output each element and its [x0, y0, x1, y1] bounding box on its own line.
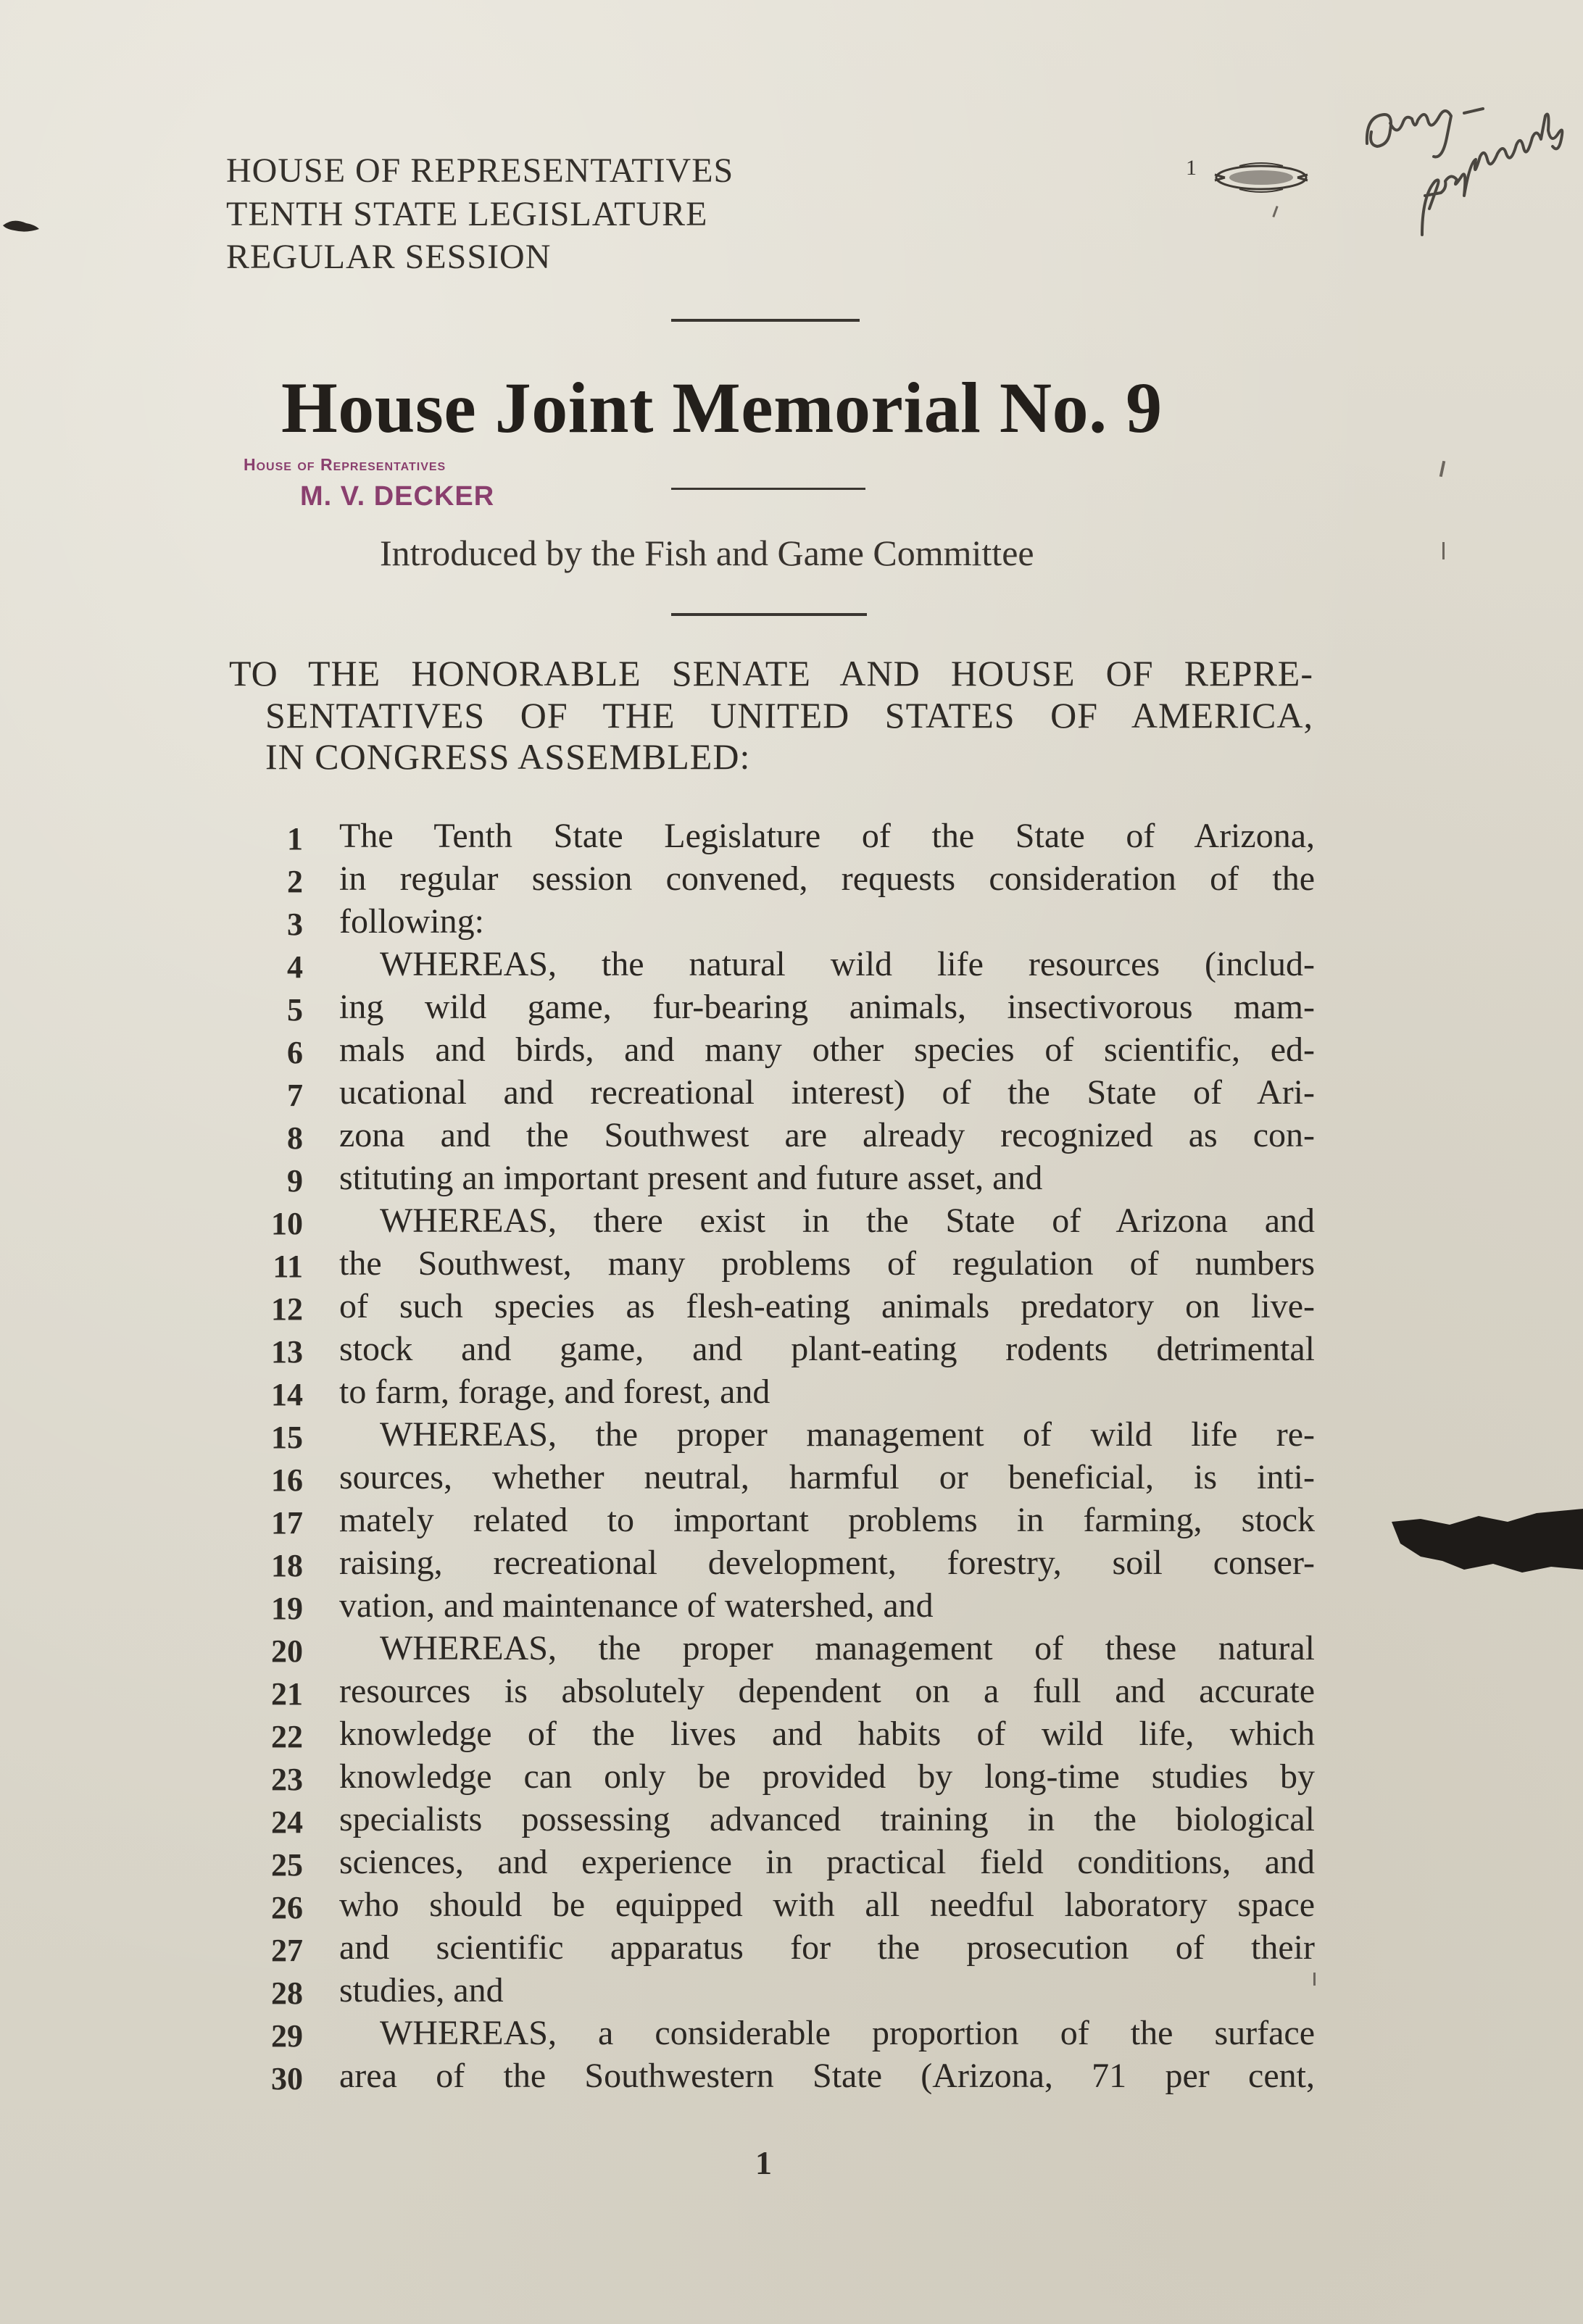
line-number: 24	[271, 1804, 303, 1840]
divider-rule-1	[671, 319, 860, 322]
line-number: 14	[271, 1377, 303, 1412]
margin-speck	[1313, 1973, 1316, 1986]
document-title: House Joint Memorial No. 9	[281, 367, 1163, 448]
line-number: 26	[271, 1890, 303, 1925]
line-number: 1	[287, 821, 303, 857]
stamp-office: House of Representatives	[244, 455, 446, 474]
line-number: 18	[271, 1548, 303, 1583]
body-line: resources is absolutely dependent on a full and accurate	[339, 1672, 1315, 1710]
line-number: 6	[287, 1035, 303, 1070]
body-line: knowledge can only be provided by long-time studies by	[339, 1757, 1315, 1796]
body-line: stituting an important present and future asset, and	[339, 1159, 1043, 1197]
body-line: who should be equipped with all needful laboratory space	[339, 1886, 1315, 1924]
body-line: vation, and maintenance of watershed, and	[339, 1586, 934, 1625]
line-number: 25	[271, 1847, 303, 1883]
divider-rule-3	[671, 613, 867, 616]
body-line: specialists possessing advanced training in the biological	[339, 1800, 1315, 1838]
line-number: 7	[287, 1078, 303, 1113]
line-number: 19	[271, 1591, 303, 1626]
body-line: The Tenth State Legislature of the State of Arizona,	[339, 817, 1315, 855]
stamp-name: M. V. DECKER	[300, 481, 495, 512]
body-line: mals and birds, and many other species of scientific, ed-	[339, 1030, 1315, 1069]
line-number: 17	[271, 1505, 303, 1541]
line-number: 11	[273, 1249, 303, 1284]
body-line: mately related to important problems in farming, stock	[339, 1501, 1315, 1539]
body-line: WHEREAS, there exist in the State of Arizona and	[380, 1201, 1315, 1240]
line-number: 27	[271, 1933, 303, 1968]
body-line: raising, recreational development, forestry, soil conser-	[339, 1544, 1315, 1582]
line-number: 13	[271, 1334, 303, 1370]
line-number: 29	[271, 2018, 303, 2054]
line-number: 28	[271, 1975, 303, 2011]
body-line: stock and game, and plant-eating rodents detrimental	[339, 1330, 1315, 1368]
body-line: sources, whether neutral, harmful or beneficial, is inti-	[339, 1458, 1315, 1496]
body-line: zona and the Southwest are already recognized as con-	[339, 1116, 1315, 1154]
body-line: in regular session convened, requests consideration of the	[339, 859, 1315, 898]
seal-emblem-icon	[1210, 160, 1312, 195]
body-line: WHEREAS, the natural wild life resources (includ-	[380, 945, 1315, 983]
body-line: ucational and recreational interest) of the State of Ari-	[339, 1073, 1315, 1112]
line-number: 21	[271, 1676, 303, 1712]
line-number: 2	[287, 864, 303, 899]
seal-digit: 1	[1186, 156, 1197, 180]
body-line: ing wild game, fur-bearing animals, insectivorous mam-	[339, 988, 1315, 1026]
body-line: following:	[339, 902, 484, 941]
line-number: 12	[271, 1291, 303, 1327]
body-line: sciences, and experience in practical field conditions, and	[339, 1843, 1315, 1881]
body-line: area of the Southwestern State (Arizona, 71 per cent,	[339, 2057, 1315, 2095]
line-number: 4	[287, 949, 303, 985]
margin-speck	[1272, 206, 1278, 217]
handwritten-note-icon	[1355, 87, 1573, 268]
line-number: 23	[271, 1762, 303, 1797]
line-number: 10	[271, 1206, 303, 1241]
line-number: 15	[271, 1420, 303, 1455]
margin-speck	[1442, 542, 1445, 559]
body-line: knowledge of the lives and habits of wild life, which	[339, 1715, 1315, 1753]
header-line-2: TENTH STATE LEGISLATURE	[226, 195, 708, 233]
line-number: 30	[271, 2061, 303, 2096]
line-number: 5	[287, 992, 303, 1028]
body-line: WHEREAS, the proper management of these natural	[380, 1629, 1315, 1667]
divider-rule-2	[671, 488, 865, 490]
introduced-by: Introduced by the Fish and Game Committee	[380, 533, 1034, 573]
address-line-1: TO THE HONORABLE SENATE AND HOUSE OF REPRE-	[229, 653, 1313, 694]
line-number: 3	[287, 907, 303, 942]
body-line: WHEREAS, a considerable proportion of the surface	[380, 2014, 1315, 2052]
address-line-3: IN CONGRESS ASSEMBLED:	[265, 736, 751, 777]
body-line: and scientific apparatus for the prosecution of their	[339, 1928, 1315, 1967]
margin-ink-mark-icon	[0, 216, 42, 235]
line-number: 16	[271, 1462, 303, 1498]
page-number: 1	[755, 2144, 772, 2181]
body-line: the Southwest, many problems of regulation of numbers	[339, 1244, 1315, 1283]
header-line-3: REGULAR SESSION	[226, 238, 552, 276]
address-line-2: SENTATIVES OF THE UNITED STATES OF AMERICA,	[265, 695, 1313, 736]
line-number: 8	[287, 1120, 303, 1156]
torn-edge-icon	[1392, 1500, 1583, 1580]
line-number: 9	[287, 1163, 303, 1199]
body-line: studies, and	[339, 1971, 504, 2009]
body-line: WHEREAS, the proper management of wild life re-	[380, 1415, 1315, 1454]
body-line: to farm, forage, and forest, and	[339, 1373, 770, 1411]
header-line-1: HOUSE OF REPRESENTATIVES	[226, 151, 734, 190]
margin-speck	[1439, 461, 1445, 477]
line-number: 22	[271, 1719, 303, 1754]
line-number: 20	[271, 1633, 303, 1669]
body-line: of such species as flesh-eating animals predatory on live-	[339, 1287, 1315, 1325]
